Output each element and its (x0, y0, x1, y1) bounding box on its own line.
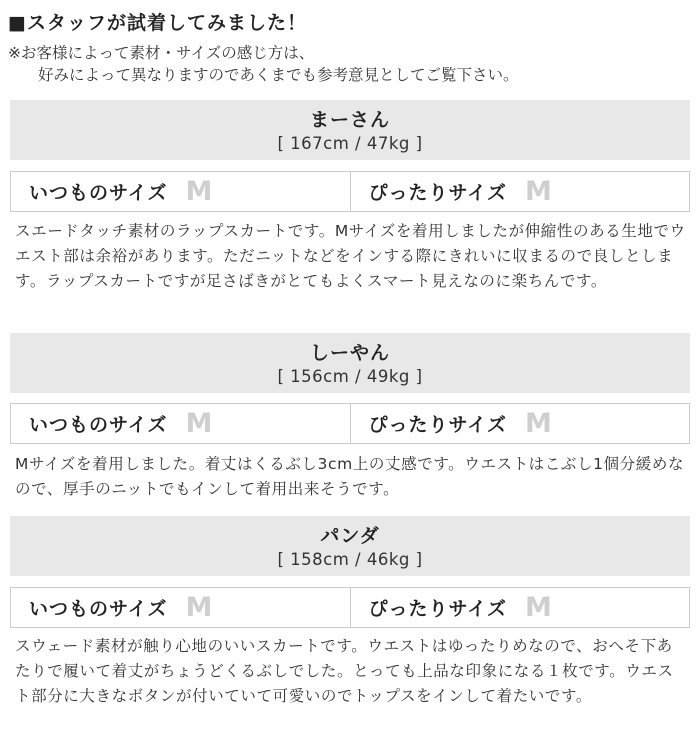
section-title: ■スタッフが試着してみました！ (8, 12, 307, 34)
usual-size-cell (11, 172, 350, 211)
staff-header-3 (10, 516, 690, 576)
disclaimer-line-2: 好みによって異なりますのであくまでも参考意見としてご覧下さい。 (38, 66, 519, 84)
usual-size-label: いつものサイズ (29, 414, 168, 436)
staff-name: しーやん (309, 342, 390, 364)
staff-header-1 (10, 100, 690, 160)
fit-size-cell (350, 588, 690, 627)
size-table-1 (10, 171, 690, 212)
usual-size-value: M (185, 408, 213, 439)
staff-name: パンダ (320, 525, 380, 547)
usual-size-value: M (185, 176, 213, 207)
fit-size-label: ぴったりサイズ (368, 182, 507, 204)
staff-height-weight: [ 167cm / 47kg ] (277, 134, 423, 153)
staff-height-weight: [ 156cm / 49kg ] (277, 367, 423, 386)
staff-comment-1: スエードタッチ素材のラップスカートです。Mサイズを着用しましたが伸縮性のある生地でウエスト部は余裕があります。ただニットなどをインする際にきれいに収まるので良しとします。ラップスカートですが足さばきがとてもよくスマート見えなのに楽ちんです。 (15, 222, 686, 290)
fit-size-cell (350, 404, 690, 443)
disclaimer-line-1: ※お客様によって素材・サイズの感じ方は、 (8, 44, 315, 62)
staff-comment-2: Mサイズを着用しました。着丈はくるぶし3cm上の丈感です。ウエストはこぶし1個分緩めなので、厚手のニットでもインして着用出来そうです。 (15, 455, 685, 498)
staff-name: まーさん (309, 109, 390, 131)
fit-size-label: ぴったりサイズ (368, 598, 507, 620)
staff-height-weight: [ 158cm / 46kg ] (277, 550, 423, 569)
fit-size-value: M (524, 592, 552, 623)
usual-size-cell (11, 404, 350, 443)
usual-size-value: M (185, 592, 213, 623)
fit-size-cell (350, 172, 690, 211)
size-table-2 (10, 403, 690, 444)
staff-comment-3: スウェード素材が触り心地のいいスカートです。ウエストはゆったりめなので、おへそ下あたりで履いて着丈がちょうどくるぶしでした。とっても上品な印象になる１枚です。ウエスト部分に大きなボタンが付いていて可愛いのでトップスをインして着たいです。 (15, 637, 674, 705)
size-table-3 (10, 587, 690, 628)
fit-size-label: ぴったりサイズ (368, 414, 507, 436)
usual-size-cell (11, 588, 350, 627)
usual-size-label: いつものサイズ (29, 182, 168, 204)
staff-header-2 (10, 333, 690, 393)
fit-size-value: M (524, 408, 552, 439)
usual-size-label: いつものサイズ (29, 598, 168, 620)
fit-size-value: M (524, 176, 552, 207)
